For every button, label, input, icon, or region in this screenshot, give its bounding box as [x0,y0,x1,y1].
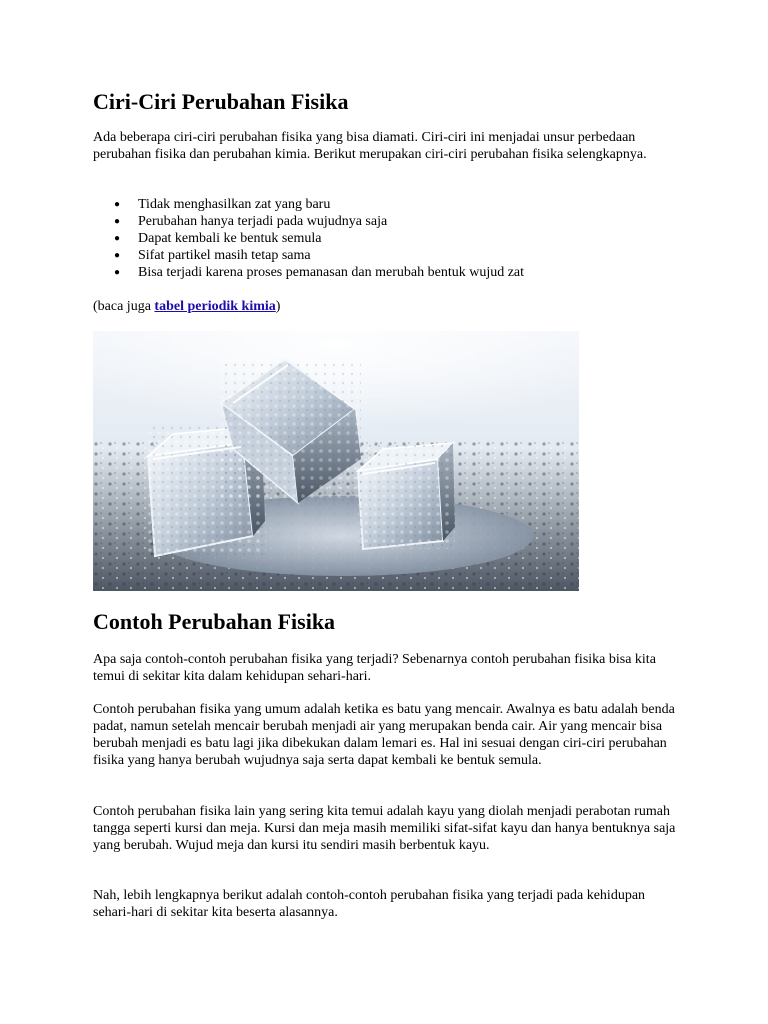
section-title-examples: Contoh Perubahan Fisika [93,609,336,634]
periodic-table-link[interactable]: tabel periodik kimia [154,299,276,314]
bullet-icon: ● [114,233,121,244]
intro-paragraph: Ada beberapa ciri-ciri perubahan fisika yang bisa diamati. Ciri-ciri ini menjadai unsur perbedaan perubahan fisika dan perubahan kimia. Berikut merupakan ciri-ciri perubahan fisika selengkapnya. [93,130,647,162]
list-item: ● Sifat partikel masih tetap sama [114,248,311,263]
examples-paragraph-1: Apa saja contoh-contoh perubahan fisika yang terjadi? Sebenarnya contoh perubahan fisika bisa kita temui di sekitar kita dalam kehidupan sehari-hari. [93,652,656,684]
bullet-icon: ● [114,267,121,278]
list-item: ● Tidak menghasilkan zat yang baru [114,197,331,212]
see-also-note: (baca juga tabel periodik kimia) [93,299,281,314]
ice-cubes-photo [93,331,579,591]
list-item: ● Bisa terjadi karena proses pemanasan dan merubah bentuk wujud zat [114,265,525,280]
examples-paragraph-3: Contoh perubahan fisika lain yang sering kita temui adalah kayu yang diolah menjadi perabotan rumah tangga seperti kursi dan meja. Kursi dan meja masih memiliki sifat-sifat kayu dan hanya bentuknya saja yang berubah. Wujud meja dan kursi itu sendiri masih berbentuk kayu. [93,804,676,853]
bullet-icon: ● [114,216,121,227]
characteristics-list [93,196,524,281]
examples-paragraph-2: Contoh perubahan fisika yang umum adalah ketika es batu yang mencair. Awalnya es batu adalah benda padat, namun setelah mencair berubah menjadi air yang merupakan benda cair. Air yang mencair bisa berubah menjadi es batu lagi jika dibekukan dalam lemari es. Hal ini sesuai dengan ciri-ciri perubahan fisika yang hanya berubah wujudnya saja serta dapat kembali ke bentuk semula. [93,702,675,768]
examples-paragraph-4: Nah, lebih lengkapnya berikut adalah contoh-contoh perubahan fisika yang terjadi pada kehidupan sehari-hari di sekitar kita beserta alasannya. [93,888,646,920]
bullet-icon: ● [114,199,121,210]
list-item: ● Dapat kembali ke bentuk semula [114,231,322,246]
bullet-icon: ● [114,250,121,261]
list-item: ● Perubahan hanya terjadi pada wujudnya saja [114,214,388,229]
section-title-characteristics: Ciri-Ciri Perubahan Fisika [93,89,349,114]
